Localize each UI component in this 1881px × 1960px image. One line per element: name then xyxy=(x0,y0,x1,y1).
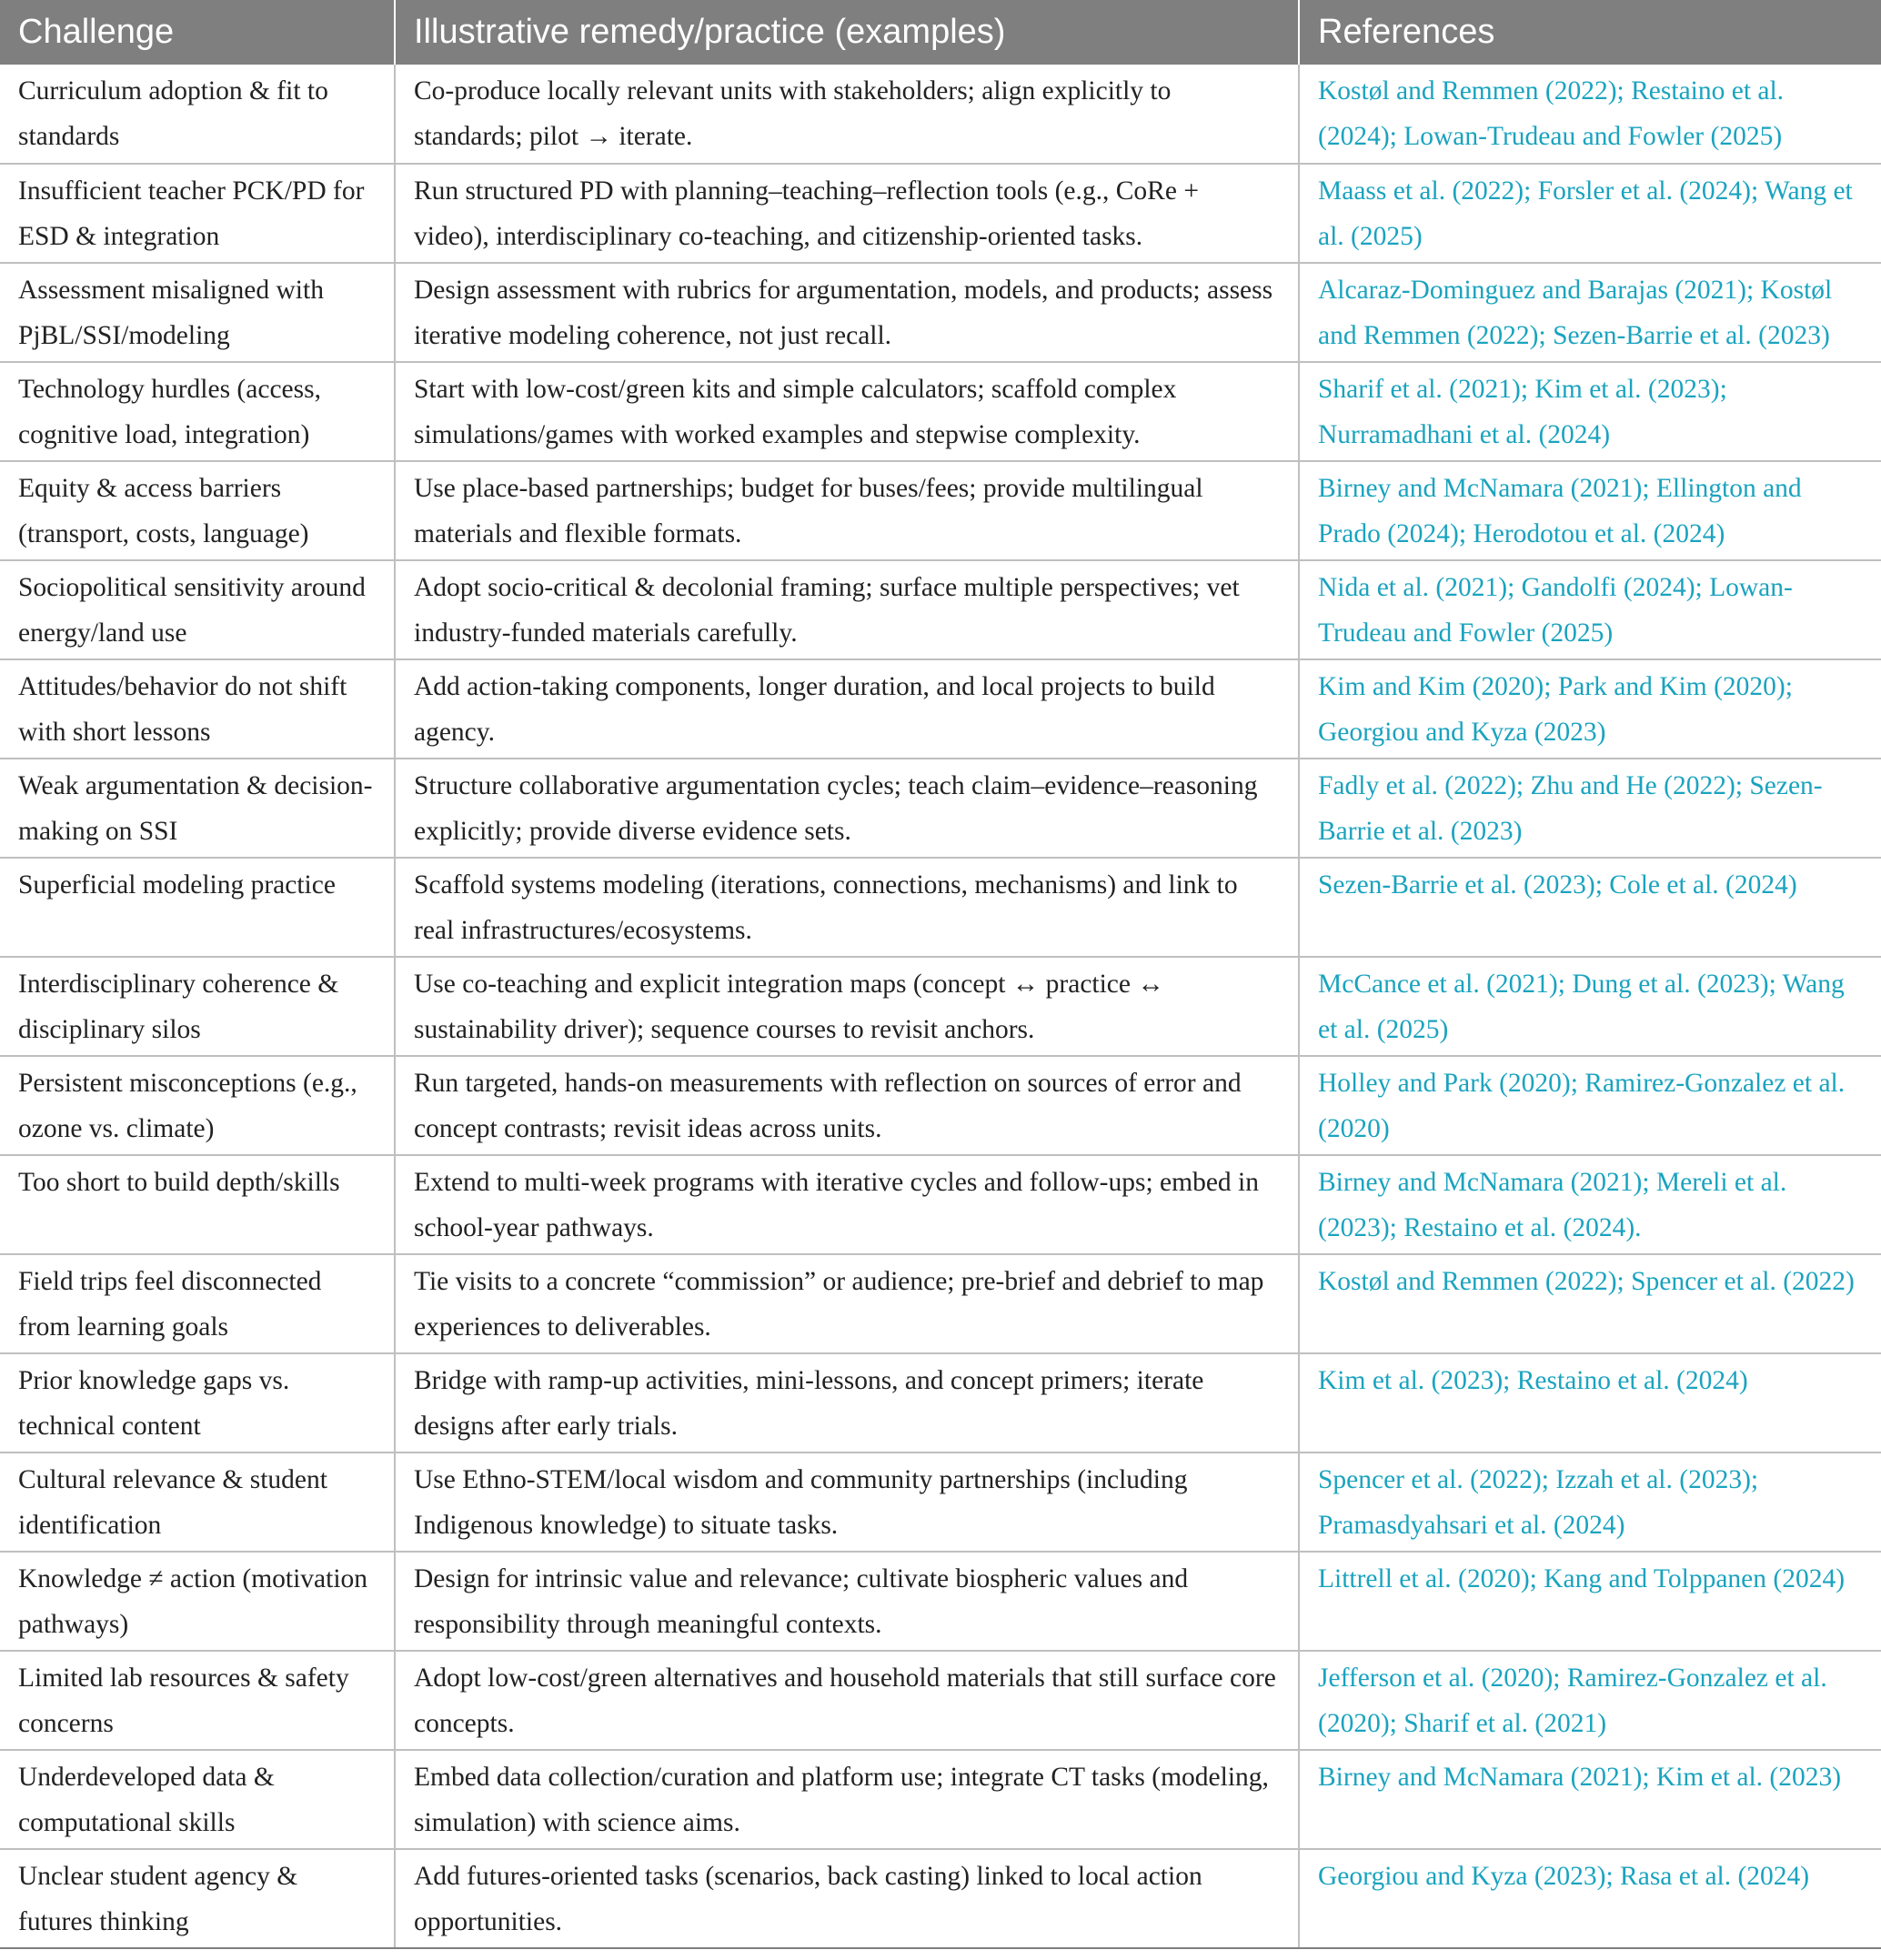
challenge-cell: Equity & access barriers (transport, costs, language) xyxy=(0,461,395,560)
table-row xyxy=(0,1056,1881,1155)
table-row xyxy=(0,1750,1881,1849)
challenge-cell: Attitudes/behavior do not shift with short lessons xyxy=(0,659,395,759)
challenge-cell: Superficial modeling practice xyxy=(0,858,395,957)
references-cell[interactable]: Birney and McNamara (2021); Mereli et al. (2023); Restaino et al. (2024). xyxy=(1299,1155,1881,1254)
remedy-cell: Run structured PD with planning–teaching–reflection tools (e.g., CoRe + video), interdisciplinary co-teaching, and citizenship-oriented tasks. xyxy=(395,164,1299,263)
table-row xyxy=(0,164,1881,263)
table-row xyxy=(0,461,1881,560)
references-cell[interactable]: Sezen-Barrie et al. (2023); Cole et al. (2024) xyxy=(1299,858,1881,957)
remedy-cell: Add futures-oriented tasks (scenarios, back casting) linked to local action opportunities. xyxy=(395,1849,1299,1948)
references-cell[interactable]: Sharif et al. (2021); Kim et al. (2023); Nurramadhani et al. (2024) xyxy=(1299,362,1881,461)
remedy-cell: Add action-taking components, longer duration, and local projects to build agency. xyxy=(395,659,1299,759)
references-cell[interactable]: Birney and McNamara (2021); Kim et al. (2023) xyxy=(1299,1750,1881,1849)
remedy-cell: Use Ethno-STEM/local wisdom and community partnerships (including Indigenous knowledge) to situate tasks. xyxy=(395,1452,1299,1552)
references-cell[interactable]: Kim and Kim (2020); Park and Kim (2020); Georgiou and Kyza (2023) xyxy=(1299,659,1881,759)
challenge-cell: Knowledge ≠ action (motivation pathways) xyxy=(0,1552,395,1651)
references-cell[interactable]: Littrell et al. (2020); Kang and Tolppanen (2024) xyxy=(1299,1552,1881,1651)
remedy-cell: Bridge with ramp-up activities, mini-lessons, and concept primers; iterate designs after early trials. xyxy=(395,1353,1299,1452)
references-cell[interactable]: Nida et al. (2021); Gandolfi (2024); Lowan-Trudeau and Fowler (2025) xyxy=(1299,560,1881,659)
table-body xyxy=(0,65,1881,1948)
challenge-cell: Insufficient teacher PCK/PD for ESD & integration xyxy=(0,164,395,263)
table-row xyxy=(0,659,1881,759)
challenge-cell: Too short to build depth/skills xyxy=(0,1155,395,1254)
remedy-cell: Start with low-cost/green kits and simple calculators; scaffold complex simulations/games with worked examples and stepwise complexity. xyxy=(395,362,1299,461)
remedy-cell: Adopt low-cost/green alternatives and household materials that still surface core concepts. xyxy=(395,1651,1299,1750)
references-cell[interactable]: Spencer et al. (2022); Izzah et al. (2023); Pramasdyahsari et al. (2024) xyxy=(1299,1452,1881,1552)
remedy-cell: Extend to multi-week programs with iterative cycles and follow-ups; embed in school-year pathways. xyxy=(395,1155,1299,1254)
challenge-cell: Persistent misconceptions (e.g., ozone vs. climate) xyxy=(0,1056,395,1155)
challenge-cell: Curriculum adoption & fit to standards xyxy=(0,65,395,164)
table-row xyxy=(0,957,1881,1056)
references-cell[interactable]: McCance et al. (2021); Dung et al. (2023); Wang et al. (2025) xyxy=(1299,957,1881,1056)
table-row xyxy=(0,1552,1881,1651)
references-cell[interactable]: Jefferson et al. (2020); Ramirez-Gonzalez et al. (2020); Sharif et al. (2021) xyxy=(1299,1651,1881,1750)
table-row xyxy=(0,362,1881,461)
remedy-cell: Design for intrinsic value and relevance; cultivate biospheric values and responsibility through meaningful contexts. xyxy=(395,1552,1299,1651)
challenge-cell: Field trips feel disconnected from learning goals xyxy=(0,1254,395,1353)
references-cell[interactable]: Georgiou and Kyza (2023); Rasa et al. (2024) xyxy=(1299,1849,1881,1948)
table-row xyxy=(0,759,1881,858)
remedy-cell: Embed data collection/curation and platform use; integrate CT tasks (modeling, simulation) with science aims. xyxy=(395,1750,1299,1849)
references-cell[interactable]: Maass et al. (2022); Forsler et al. (2024); Wang et al. (2025) xyxy=(1299,164,1881,263)
remedy-cell: Design assessment with rubrics for argumentation, models, and products; assess iterative modeling coherence, not just recall. xyxy=(395,263,1299,362)
header-references: References xyxy=(1299,0,1881,65)
table-row xyxy=(0,858,1881,957)
table-row xyxy=(0,263,1881,362)
references-cell[interactable]: Kim et al. (2023); Restaino et al. (2024) xyxy=(1299,1353,1881,1452)
challenge-cell: Cultural relevance & student identification xyxy=(0,1452,395,1552)
challenge-cell: Unclear student agency & futures thinking xyxy=(0,1849,395,1948)
table-row xyxy=(0,1254,1881,1353)
challenge-cell: Interdisciplinary coherence & disciplinary silos xyxy=(0,957,395,1056)
remedy-cell: Use co-teaching and explicit integration maps (concept ↔ practice ↔ sustainability driver); sequence courses to revisit anchors. xyxy=(395,957,1299,1056)
remedy-cell: Use place-based partnerships; budget for buses/fees; provide multilingual materials and flexible formats. xyxy=(395,461,1299,560)
table-row xyxy=(0,65,1881,164)
references-cell[interactable]: Holley and Park (2020); Ramirez-Gonzalez et al. (2020) xyxy=(1299,1056,1881,1155)
remedy-cell: Tie visits to a concrete “commission” or audience; pre-brief and debrief to map experiences to deliverables. xyxy=(395,1254,1299,1353)
challenge-cell: Prior knowledge gaps vs. technical content xyxy=(0,1353,395,1452)
challenge-cell: Assessment misaligned with PjBL/SSI/modeling xyxy=(0,263,395,362)
references-cell[interactable]: Alcaraz-Dominguez and Barajas (2021); Kostøl and Remmen (2022); Sezen-Barrie et al. (2023) xyxy=(1299,263,1881,362)
references-cell[interactable]: Kostøl and Remmen (2022); Spencer et al. (2022) xyxy=(1299,1254,1881,1353)
references-cell[interactable]: Kostøl and Remmen (2022); Restaino et al. (2024); Lowan-Trudeau and Fowler (2025) xyxy=(1299,65,1881,164)
table-row xyxy=(0,1353,1881,1452)
remedy-cell: Structure collaborative argumentation cycles; teach claim–evidence–reasoning explicitly; provide diverse evidence sets. xyxy=(395,759,1299,858)
challenge-cell: Sociopolitical sensitivity around energy/land use xyxy=(0,560,395,659)
remedy-cell: Adopt socio-critical & decolonial framing; surface multiple perspectives; vet industry-funded materials carefully. xyxy=(395,560,1299,659)
references-cell[interactable]: Birney and McNamara (2021); Ellington and Prado (2024); Herodotou et al. (2024) xyxy=(1299,461,1881,560)
remedy-cell: Scaffold systems modeling (iterations, connections, mechanisms) and link to real infrastructures/ecosystems. xyxy=(395,858,1299,957)
challenge-cell: Underdeveloped data & computational skills xyxy=(0,1750,395,1849)
header-challenge: Challenge xyxy=(0,0,395,65)
table-row xyxy=(0,1155,1881,1254)
remedy-cell: Co-produce locally relevant units with stakeholders; align explicitly to standards; pilot → iterate. xyxy=(395,65,1299,164)
header-row xyxy=(0,0,1881,65)
table-row xyxy=(0,1651,1881,1750)
challenge-cell: Technology hurdles (access, cognitive load, integration) xyxy=(0,362,395,461)
header-remedy: Illustrative remedy/practice (examples) xyxy=(395,0,1299,65)
table-row xyxy=(0,1452,1881,1552)
remedy-cell: Run targeted, hands-on measurements with reflection on sources of error and concept contrasts; revisit ideas across units. xyxy=(395,1056,1299,1155)
references-cell[interactable]: Fadly et al. (2022); Zhu and He (2022); Sezen-Barrie et al. (2023) xyxy=(1299,759,1881,858)
table-row xyxy=(0,560,1881,659)
table-row xyxy=(0,1849,1881,1948)
challenge-cell: Weak argumentation & decision-making on SSI xyxy=(0,759,395,858)
challenge-cell: Limited lab resources & safety concerns xyxy=(0,1651,395,1750)
